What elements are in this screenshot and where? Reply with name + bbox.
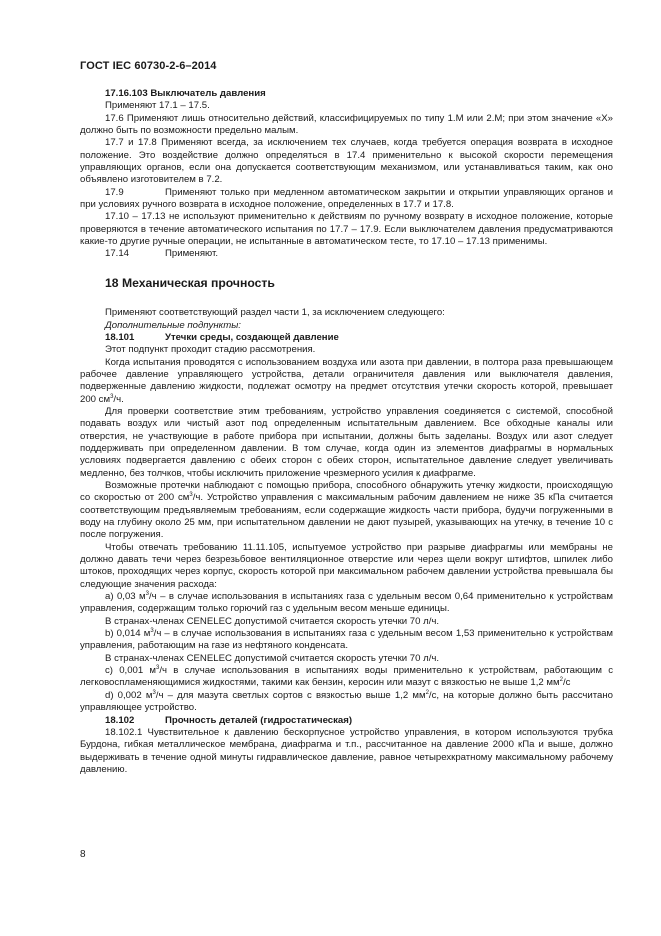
- paragraph-text: Чтобы отвечать требованию 11.11.105, испытуемое устройство при разрыве диафрагмы или мембраны не должно давать течи через безрезьбовое вентиляционное отверстие или через щели вокруг штифтов, шпилек либо штоков, проходящих через корпус, скорость которой при максимальном рабочем давлении устройства превышала бы следующие значения расхода:: [80, 541, 613, 590]
- paragraph-text: Возможные протечки наблюдают с помощью прибора, способного обнаружить утечку жидкости, происходящую со скоростью от 200 $см^3/ч$. Устройство управления с максимальным рабочим давлением не ниже 35 кПа считается соответствующим предъявляемым требованиям, если содержащие жидкость части прибора, будучи погруженными в воду на глубину около 25 мм, при испытательном давлении не дают пузырей, указывающих на утечку, в течение 10 с после погружения.: [80, 479, 613, 541]
- paragraph: [80, 100, 613, 112]
- paragraph: [80, 211, 613, 248]
- paragraph: [80, 344, 613, 356]
- document-header: ГОСТ IEC 60730-2-6–2014: [80, 60, 217, 72]
- paragraph: [80, 480, 613, 542]
- section-heading: [105, 277, 613, 289]
- subsection-heading: [80, 715, 613, 727]
- paragraph-text: 17.10 – 17.13 не используют применительно к действиям по ручному возврату в исходное положение, которые проверяются в течение автоматического испытания по 17.7 – 17.9. Если выключателем давления предусматриваются какие-то другие ручные операции, не испытанные в автоматическом тесте, то 17.10 – 17.13 применимы.: [80, 211, 613, 248]
- paragraph-text: Применяют соответствующий раздел части 1, за исключением следующего:: [105, 307, 445, 319]
- clause-number: 18.101: [105, 331, 135, 343]
- clause-number: 17.9: [105, 186, 124, 198]
- paragraph-text: d) 0,002 $м^3/ч$ – для мазута светлых сортов с вязкостью выше 1,2 $мм^2/с$, на которые должно быть рассчитано управляющее устройство.: [80, 689, 613, 714]
- paragraph-text: c) 0,001 $м^3/ч$ в случае использования в испытаниях воды применительно к устройствам, работающим с легковоспламеняющимися жидкостями, такими как бензин, керосин или мазут с вязкостью не выше 1,2 $мм^2/с$: [80, 664, 613, 689]
- paragraph: [80, 727, 613, 776]
- clause-number: 17.14: [105, 248, 130, 260]
- paragraph-text: Для проверки соответствие этим требованиям, устройство управления соединяется с системой, способной подавать воздух или чистый азот под определенным испытательным давлением. Все обходные каналы или отверстия, не участвующие в работе прибора при испытании, должны быть заделаны. Воздух или азот следует поддерживать при определенном давлении. В том случае, когда один из элементов диафрагмы в нормальных условиях подвергается давлению с обеих сторон с обеих сторон, испытательное давление следует увеличивать медленно, без толчков, чтобы исключить приложение чрезмерного усилия к диафрагме.: [80, 405, 613, 479]
- subsection-heading: [80, 88, 613, 100]
- paragraph-text: b) 0,014 $м^3/ч$ – в случае использования в испытаниях газа с удельным весом 1,53 применительно к устройствам управления, работающим на газе из нефтяного конденсата.: [80, 627, 613, 652]
- subsection-heading: [80, 332, 613, 344]
- paragraph-text: Этот подпункт проходит стадию рассмотрения.: [105, 344, 316, 356]
- paragraph: [80, 320, 613, 332]
- paragraph-text: Когда испытания проводятся с использованием воздуха или азота при давлении, в полтора раза превышающем рабочее давление управляющего устройства, детали ограничителя давления или выключателя давления, подверженные давлению жидкости, подлежат осмотру на предмет отсутствия утечки скорость которой, превышает 200 $см^3/ч$.: [80, 356, 613, 405]
- paragraph: [80, 665, 613, 690]
- paragraph-text: Применяют.: [165, 248, 218, 260]
- paragraph-text: Утечки среды, создающей давление: [165, 331, 339, 343]
- paragraph: [80, 690, 613, 715]
- paragraph-text: Применяют только при медленном автоматическом закрытии и открытии управляющих органов и при условиях ручного возврата в исходное положение, определенных в 17.7 и 17.8.: [80, 186, 613, 211]
- paragraph: [80, 307, 613, 319]
- clause-number: 18.102: [105, 714, 135, 726]
- document-body: [80, 88, 613, 776]
- paragraph: [80, 591, 613, 616]
- paragraph: [80, 137, 613, 186]
- paragraph-text: Дополнительные подпункты:: [105, 319, 241, 331]
- paragraph: [80, 406, 613, 480]
- paragraph: [80, 187, 613, 212]
- paragraph: [80, 542, 613, 591]
- paragraph: [80, 248, 613, 260]
- paragraph: [80, 653, 613, 665]
- paragraph-text: В странах-членах CENELEC допустимой считается скорость утечки 70 л/ч.: [105, 652, 440, 664]
- paragraph-text: а) 0,03 $м^3/ч$ – в случае использования в испытаниях газа с удельным весом 0,64 применительно к устройствам управления, содержащим только горючий газ с удельным весом меньше единицы.: [80, 590, 613, 615]
- paragraph: [80, 616, 613, 628]
- paragraph-text: 18.102.1 Чувствительное к давлению бескорпусное устройство управления, в котором используются трубка Бурдона, гибкая металлическое мембрана, диафрагма и т.п., рассчитанное на давление 2000 кПа и выше, должно выдерживать в течение одной минуты гидравлическое давление, равное четырехкратному максимальному рабочему давлению.: [80, 726, 613, 775]
- paragraph-text: 18 Механическая прочность: [105, 275, 275, 290]
- page-number: 8: [80, 849, 86, 860]
- paragraph: [80, 113, 613, 138]
- paragraph-text: 17.7 и 17.8 Применяют всегда, за исключением тех случаев, когда требуется операция возврата в исходное положение. Это воздействие должно определяться в 17.4 применительно к высокой скорости перемещения управляющих органов, если она допускается соответствующим механизмом, или устанавливаться таким, как оно объявлено изготовителем в 7.2.: [80, 137, 613, 186]
- paragraph: [80, 628, 613, 653]
- paragraph-text: 17.16.103 Выключатель давления: [105, 88, 266, 99]
- paragraph-text: Прочность деталей (гидростатическая): [165, 714, 353, 726]
- paragraph-text: 17.6 Применяют лишь относительно действий, классифицируемых по типу 1.М или 2.М; при этом значение «X» должно быть по возможности предельно малым.: [80, 112, 613, 137]
- paragraph: [80, 357, 613, 406]
- paragraph-text: В странах-членах CENELEC допустимой считается скорость утечки 70 л/ч.: [105, 615, 440, 627]
- paragraph-text: Применяют 17.1 – 17.5.: [105, 100, 210, 112]
